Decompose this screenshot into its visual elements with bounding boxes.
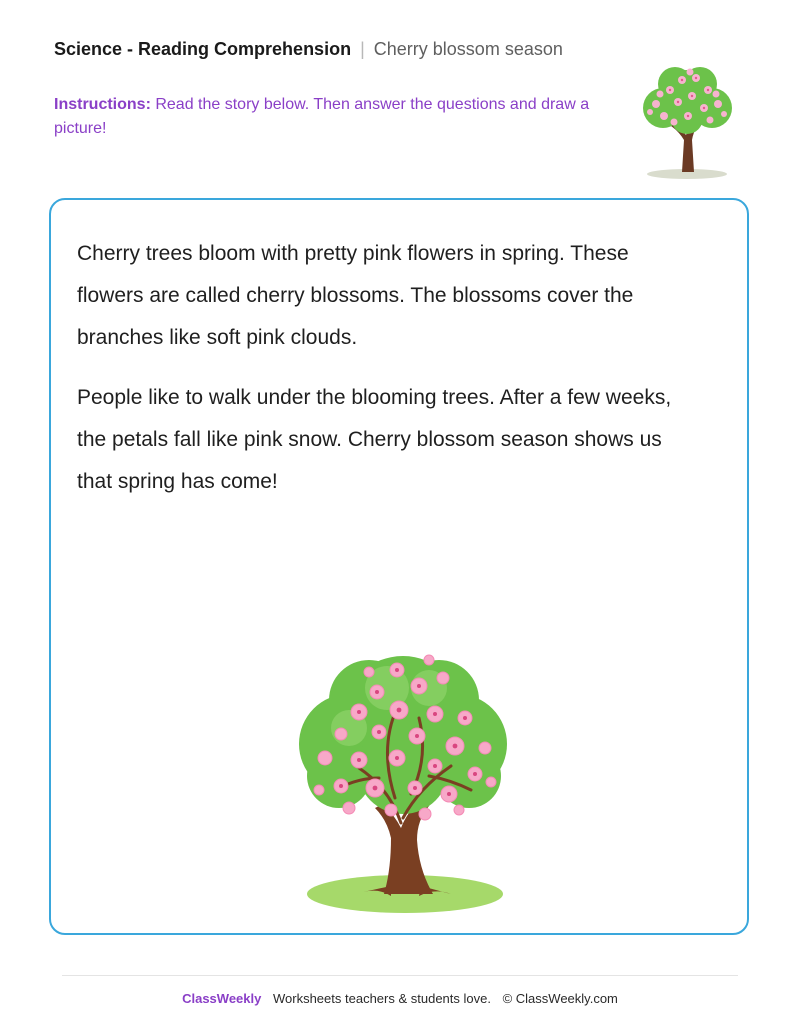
story-paragraph-2: People like to walk under the blooming trees. After a few weeks, the petals fall like pink snow. Cherry blossom season shows us that spring has come! (77, 386, 672, 493)
cherry-tree-illustration (279, 648, 529, 918)
footer-divider (62, 975, 738, 976)
cherry-tree-small-icon (630, 60, 745, 182)
story-text (77, 233, 677, 521)
instructions (54, 93, 614, 141)
instructions-label: Instructions: (54, 96, 151, 113)
page-title (54, 37, 563, 61)
topic-title: Cherry blossom season (373, 39, 563, 59)
footer-copyright: © ClassWeekly.com (502, 991, 618, 1006)
title-separator: | (360, 39, 365, 59)
instructions-text: Read the story below. Then answer the questions and draw a picture! (54, 96, 590, 137)
story-box (49, 198, 749, 935)
story-paragraph-1: Cherry trees bloom with pretty pink flowers in spring. These flowers are called cherry blossoms. The blossoms cover the branches like soft pink clouds. (77, 242, 634, 349)
footer-tagline: Worksheets teachers & students love. (272, 991, 491, 1006)
footer-brand: ClassWeekly (182, 991, 262, 1006)
subject-title: Science - Reading Comprehension (54, 39, 352, 59)
footer (0, 990, 800, 1008)
